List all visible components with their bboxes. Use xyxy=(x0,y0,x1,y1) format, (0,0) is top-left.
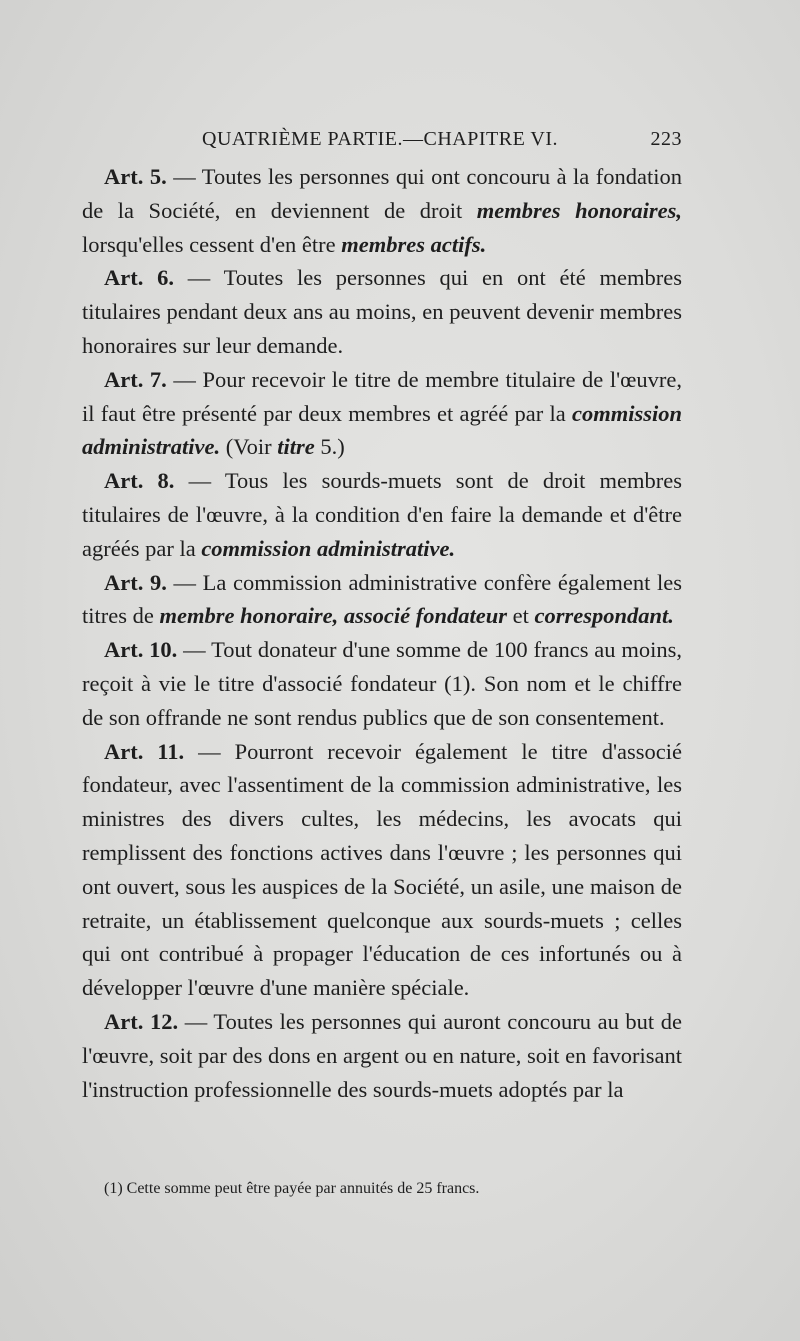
article-dash: — xyxy=(166,569,203,595)
article-dash: — xyxy=(178,1008,214,1034)
article-italic: titre xyxy=(277,434,315,460)
body-text xyxy=(82,160,682,1106)
article-text: lorsqu'elles cessent d'en être xyxy=(82,231,342,257)
article-6 xyxy=(82,261,682,362)
article-text: et xyxy=(507,603,535,629)
article-text: 5.) xyxy=(314,434,345,460)
article-text: (Voir xyxy=(220,434,278,460)
article-11 xyxy=(82,735,682,1005)
article-text: La commission administrative confère également les titres de xyxy=(82,569,682,629)
article-dash: — xyxy=(166,164,202,189)
article-dash: — xyxy=(177,637,212,663)
article-number: Art. 5. xyxy=(104,164,167,189)
article-8 xyxy=(82,464,682,565)
running-title: QUATRIÈME PARTIE.—CHAPITRE VI. xyxy=(202,128,559,150)
footnote: (1) Cette somme peut être payée par annuités de 25 francs. xyxy=(104,1180,480,1197)
article-number: Art. 6. xyxy=(104,265,174,291)
article-dash: — xyxy=(174,265,224,291)
article-number: Art. 7. xyxy=(104,366,167,392)
article-italic: membres actifs. xyxy=(341,231,487,257)
article-text: Pourront recevoir également le titre d'associé fondateur, avec l'assentiment de la commission administrative, les ministres des divers cultes, les médecins, les avocats qui remplissent des fonctions actives dans l'œuvre ; les personnes qui ont ouvert, sous les auspices de la Société, un asile, une maison de retraite, un établissement quelconque aux sourds-muets ; celles qui ont contribué à propager l'éducation de ces infortunés ou à développer l'œuvre d'une manière spéciale. xyxy=(82,738,682,1001)
article-italic: membre honoraire, associé fondateur xyxy=(159,603,507,629)
article-text: Toutes les personnes qui auront concouru au but de l'œuvre, soit par des dons en argent ou en nature, soit en favorisant l'instruction professionnelle des sourds-muets adoptés par la xyxy=(82,1008,683,1102)
article-5 xyxy=(82,160,682,261)
article-italic: commission administrative. xyxy=(82,400,682,460)
article-italic: commission administrative. xyxy=(201,535,456,561)
article-7 xyxy=(82,363,682,464)
article-number: Art. 9. xyxy=(104,569,167,595)
article-text: Tous les sourds-muets sont de droit membres titulaires de l'œuvre, à la condition d'en faire la demande et d'être agréés par la xyxy=(82,468,682,561)
article-dash: — xyxy=(174,468,225,494)
article-number: Art. 11. xyxy=(104,738,185,764)
page-header xyxy=(82,128,682,158)
article-12 xyxy=(82,1005,682,1106)
article-italic: correspondant. xyxy=(534,603,674,629)
article-10 xyxy=(82,633,682,734)
article-dash: — xyxy=(166,366,203,392)
article-text: Toutes les personnes qui en ont été membres titulaires pendant deux ans au moins, en peuvent devenir membres honoraires sur leur demande. xyxy=(82,265,683,358)
article-9 xyxy=(82,566,682,634)
article-dash: — xyxy=(184,738,235,764)
article-number: Art. 8. xyxy=(104,468,175,494)
article-text: Toutes les personnes qui ont concouru à la fondation de la Société, en deviennent de droit xyxy=(82,164,682,223)
article-italic: membres honoraires, xyxy=(476,197,682,223)
article-text: Tout donateur d'une somme de 100 francs au moins, reçoit à vie le titre d'associé fondateur (1). Son nom et le chiffre de son offrande ne sont rendus publics que de son consentement. xyxy=(82,637,682,730)
article-text: Pour recevoir le titre de membre titulaire de l'œuvre, il faut être présenté par deux membres et agréé par la xyxy=(82,366,683,426)
article-number: Art. 10. xyxy=(104,637,178,663)
article-number: Art. 12. xyxy=(104,1008,179,1034)
page-number: 223 xyxy=(650,128,682,150)
